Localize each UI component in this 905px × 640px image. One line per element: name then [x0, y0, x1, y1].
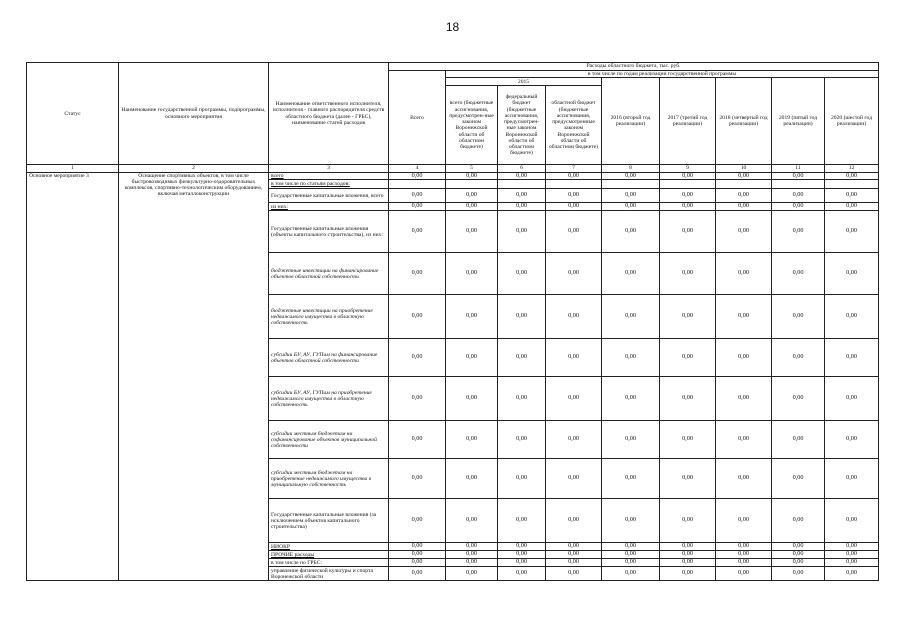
value-cell: 0,00	[389, 203, 446, 211]
value-cell: 0,00	[602, 172, 660, 180]
expense-item-label: субсидии БУ, АУ, ГУПам на приобретение недвижимого имущества в областную собственность	[269, 377, 389, 421]
value-cell: 0,00	[772, 377, 825, 421]
value-cell: 0,00	[498, 421, 546, 459]
value-cell: 0,00	[660, 421, 716, 459]
header-2016: 2016 (второй год реализации)	[602, 78, 660, 165]
expense-item-label: бюджетные инвестиции на приобретение недвижимого имущества в областную собственность	[269, 295, 389, 339]
value-cell: 0,00	[660, 339, 716, 377]
value-cell: 0,00	[389, 172, 446, 180]
value-cell: 0,00	[716, 567, 772, 581]
column-numbers-row	[27, 165, 879, 172]
column-number: 5	[446, 165, 498, 172]
value-cell: 0,00	[498, 543, 546, 551]
header-2020: 2020 (шестой год реализации)	[825, 78, 879, 165]
value-cell: 0,00	[716, 543, 772, 551]
value-cell: 0,00	[446, 459, 498, 499]
column-number: 6	[498, 165, 546, 172]
value-cell: 0,00	[660, 253, 716, 295]
value-cell: 0,00	[546, 339, 602, 377]
value-cell: 0,00	[716, 339, 772, 377]
value-cell: 0,00	[446, 421, 498, 459]
value-cell: 0,00	[546, 211, 602, 253]
value-cell	[660, 180, 716, 189]
value-cell: 0,00	[772, 567, 825, 581]
value-cell	[716, 180, 772, 189]
expense-item-label: субсидии местным бюджетам на приобретение недвижимого имущества в муниципальную собственность	[269, 459, 389, 499]
expense-item-label: НИОКР	[269, 543, 389, 551]
column-number: 11	[772, 165, 825, 172]
value-cell: 0,00	[772, 499, 825, 543]
value-cell: 0,00	[498, 567, 546, 581]
header-name: Наименование государственной программы, подпрограммы, основного мероприятия	[119, 63, 269, 165]
value-cell: 0,00	[446, 543, 498, 551]
value-cell: 0,00	[660, 172, 716, 180]
column-number: 12	[825, 165, 879, 172]
value-cell: 0,00	[716, 253, 772, 295]
value-cell: 0,00	[716, 211, 772, 253]
value-cell: 0,00	[602, 567, 660, 581]
value-cell: 0,00	[546, 567, 602, 581]
value-cell: 0,00	[602, 559, 660, 567]
value-cell	[446, 180, 498, 189]
value-cell	[772, 180, 825, 189]
value-cell: 0,00	[446, 377, 498, 421]
value-cell	[602, 180, 660, 189]
value-cell: 0,00	[660, 459, 716, 499]
value-cell: 0,00	[446, 253, 498, 295]
value-cell: 0,00	[602, 421, 660, 459]
value-cell: 0,00	[716, 203, 772, 211]
value-cell: 0,00	[446, 211, 498, 253]
value-cell: 0,00	[825, 253, 879, 295]
expense-item-label: в том числе по ГРБС:	[269, 559, 389, 567]
expense-item-label: в том числе по статьям расходов:	[269, 180, 389, 189]
value-cell: 0,00	[602, 339, 660, 377]
value-cell: 0,00	[716, 559, 772, 567]
header-year-2015: 2015	[446, 78, 602, 86]
value-cell: 0,00	[772, 295, 825, 339]
value-cell: 0,00	[716, 295, 772, 339]
value-cell: 0,00	[716, 499, 772, 543]
value-cell: 0,00	[602, 211, 660, 253]
value-cell: 0,00	[660, 189, 716, 203]
value-cell: 0,00	[825, 339, 879, 377]
value-cell: 0,00	[716, 377, 772, 421]
value-cell: 0,00	[716, 172, 772, 180]
value-cell: 0,00	[498, 559, 546, 567]
value-cell: 0,00	[602, 253, 660, 295]
value-cell: 0,00	[825, 203, 879, 211]
value-cell: 0,00	[660, 551, 716, 559]
column-number: 2	[119, 165, 269, 172]
table-row	[27, 172, 879, 180]
value-cell: 0,00	[602, 543, 660, 551]
value-cell: 0,00	[446, 567, 498, 581]
value-cell: 0,00	[446, 172, 498, 180]
value-cell: 0,00	[546, 543, 602, 551]
header-executor: Наименование ответственного исполнителя, исполнителя - главного распорядителя средств областного бюджета (далее - ГРБС), наименование статей расходов	[269, 63, 389, 165]
value-cell: 0,00	[389, 211, 446, 253]
value-cell: 0,00	[498, 339, 546, 377]
header-2017: 2017 (третий год реализации)	[660, 78, 716, 165]
header-2015-total: всего (бюджетные ассигнования, предусмотрен-ные законом Воронежской области об областном бюджете)	[446, 86, 498, 165]
value-cell: 0,00	[389, 189, 446, 203]
value-cell: 0,00	[498, 203, 546, 211]
value-cell: 0,00	[498, 253, 546, 295]
value-cell: 0,00	[389, 459, 446, 499]
value-cell: 0,00	[546, 203, 602, 211]
value-cell: 0,00	[660, 295, 716, 339]
header-by-years: в том числе по годам реализации государственной программы	[446, 71, 879, 78]
value-cell: 0,00	[660, 559, 716, 567]
value-cell: 0,00	[602, 377, 660, 421]
value-cell	[389, 180, 446, 189]
value-cell: 0,00	[446, 189, 498, 203]
value-cell: 0,00	[546, 459, 602, 499]
value-cell: 0,00	[546, 295, 602, 339]
value-cell: 0,00	[772, 253, 825, 295]
value-cell	[498, 180, 546, 189]
expense-item-label: бюджетные инвестиции на финансирование объектов областной собственности	[269, 253, 389, 295]
value-cell: 0,00	[498, 551, 546, 559]
column-number: 4	[389, 165, 446, 172]
value-cell: 0,00	[716, 421, 772, 459]
value-cell: 0,00	[546, 377, 602, 421]
value-cell: 0,00	[772, 203, 825, 211]
value-cell: 0,00	[825, 295, 879, 339]
expense-item-label: субсидии БУ, АУ, ГУПам на финансирование объектов областной собственности	[269, 339, 389, 377]
value-cell: 0,00	[825, 459, 879, 499]
value-cell: 0,00	[772, 172, 825, 180]
value-cell: 0,00	[389, 499, 446, 543]
value-cell: 0,00	[389, 543, 446, 551]
header-2019: 2019 (пятый год реализации)	[772, 78, 825, 165]
value-cell: 0,00	[498, 377, 546, 421]
value-cell: 0,00	[546, 253, 602, 295]
page-number: 18	[445, 20, 460, 34]
value-cell: 0,00	[498, 499, 546, 543]
expense-item-label: ПРОЧИЕ расходы	[269, 551, 389, 559]
value-cell: 0,00	[825, 211, 879, 253]
value-cell: 0,00	[660, 203, 716, 211]
budget-table	[26, 62, 879, 581]
value-cell: 0,00	[660, 543, 716, 551]
value-cell: 0,00	[772, 211, 825, 253]
value-cell: 0,00	[546, 421, 602, 459]
column-number: 1	[27, 165, 119, 172]
column-number: 7	[546, 165, 602, 172]
expense-item-label: управление физической культуры и спорта Воронежской области	[269, 567, 389, 581]
header-total: Всего	[389, 71, 446, 165]
value-cell: 0,00	[772, 421, 825, 459]
value-cell: 0,00	[446, 499, 498, 543]
value-cell: 0,00	[772, 459, 825, 499]
header-2015-regional: областной бюджет (бюджетные ассигнования, предусмотренные законом Воронежской области об областном бюджете)	[546, 86, 602, 165]
event-name-cell: Оснащение спортивных объектов, в том числе быстровозводимых физкультурно-оздоровительных комплексов, спортивно-технологическим оборудованием, включая металлоконструкции	[119, 172, 269, 581]
value-cell: 0,00	[772, 543, 825, 551]
value-cell: 0,00	[546, 172, 602, 180]
value-cell: 0,00	[825, 543, 879, 551]
value-cell: 0,00	[446, 295, 498, 339]
expense-item-label: всего	[269, 172, 389, 180]
value-cell: 0,00	[389, 551, 446, 559]
value-cell: 0,00	[389, 377, 446, 421]
header-expenses: Расходы областного бюджета, тыс. руб.	[389, 63, 879, 71]
value-cell: 0,00	[446, 551, 498, 559]
value-cell: 0,00	[716, 459, 772, 499]
value-cell: 0,00	[772, 559, 825, 567]
value-cell: 0,00	[716, 551, 772, 559]
value-cell: 0,00	[825, 499, 879, 543]
value-cell: 0,00	[389, 253, 446, 295]
header-status: Статус	[27, 63, 119, 165]
expense-item-label: Государственные капитальные вложения, всего	[269, 189, 389, 203]
value-cell: 0,00	[825, 377, 879, 421]
value-cell: 0,00	[546, 189, 602, 203]
value-cell: 0,00	[660, 567, 716, 581]
value-cell: 0,00	[546, 551, 602, 559]
value-cell	[825, 180, 879, 189]
value-cell: 0,00	[825, 567, 879, 581]
value-cell: 0,00	[660, 211, 716, 253]
value-cell: 0,00	[546, 559, 602, 567]
value-cell: 0,00	[446, 339, 498, 377]
value-cell: 0,00	[446, 203, 498, 211]
value-cell: 0,00	[389, 559, 446, 567]
column-number: 9	[660, 165, 716, 172]
value-cell: 0,00	[825, 551, 879, 559]
value-cell: 0,00	[602, 295, 660, 339]
value-cell: 0,00	[772, 551, 825, 559]
value-cell: 0,00	[389, 295, 446, 339]
column-number: 10	[716, 165, 772, 172]
value-cell: 0,00	[498, 172, 546, 180]
value-cell: 0,00	[825, 421, 879, 459]
value-cell: 0,00	[602, 459, 660, 499]
status-cell: Основное мероприятие 3	[27, 172, 119, 581]
expense-item-label: Государственные капитальные вложения (объекты капитального строительства), из них:	[269, 211, 389, 253]
header-2018: 2018 (четвертый год реализации)	[716, 78, 772, 165]
value-cell: 0,00	[602, 203, 660, 211]
value-cell: 0,00	[498, 295, 546, 339]
value-cell: 0,00	[660, 499, 716, 543]
value-cell: 0,00	[716, 189, 772, 203]
value-cell: 0,00	[389, 421, 446, 459]
column-number: 8	[602, 165, 660, 172]
value-cell: 0,00	[498, 459, 546, 499]
expense-item-label: Государственные капитальные вложения (за исключением объектов капитального строительства)	[269, 499, 389, 543]
expense-item-label: субсидии местным бюджетам на софинансирование объектов муниципальной собственности	[269, 421, 389, 459]
value-cell: 0,00	[602, 189, 660, 203]
value-cell: 0,00	[389, 339, 446, 377]
value-cell: 0,00	[602, 499, 660, 543]
value-cell: 0,00	[446, 559, 498, 567]
header-2015-federal: федеральный бюджет (бюджетные ассигнования, предусмотрен-ные законом Воронежской области об областном бюджете)	[498, 86, 546, 165]
value-cell: 0,00	[602, 551, 660, 559]
column-number: 3	[269, 165, 389, 172]
value-cell: 0,00	[546, 499, 602, 543]
value-cell: 0,00	[825, 172, 879, 180]
value-cell	[546, 180, 602, 189]
value-cell: 0,00	[660, 377, 716, 421]
value-cell: 0,00	[498, 211, 546, 253]
value-cell: 0,00	[825, 189, 879, 203]
expense-item-label: из них:	[269, 203, 389, 211]
value-cell: 0,00	[772, 339, 825, 377]
value-cell: 0,00	[498, 189, 546, 203]
value-cell: 0,00	[825, 559, 879, 567]
value-cell: 0,00	[389, 567, 446, 581]
value-cell: 0,00	[772, 189, 825, 203]
